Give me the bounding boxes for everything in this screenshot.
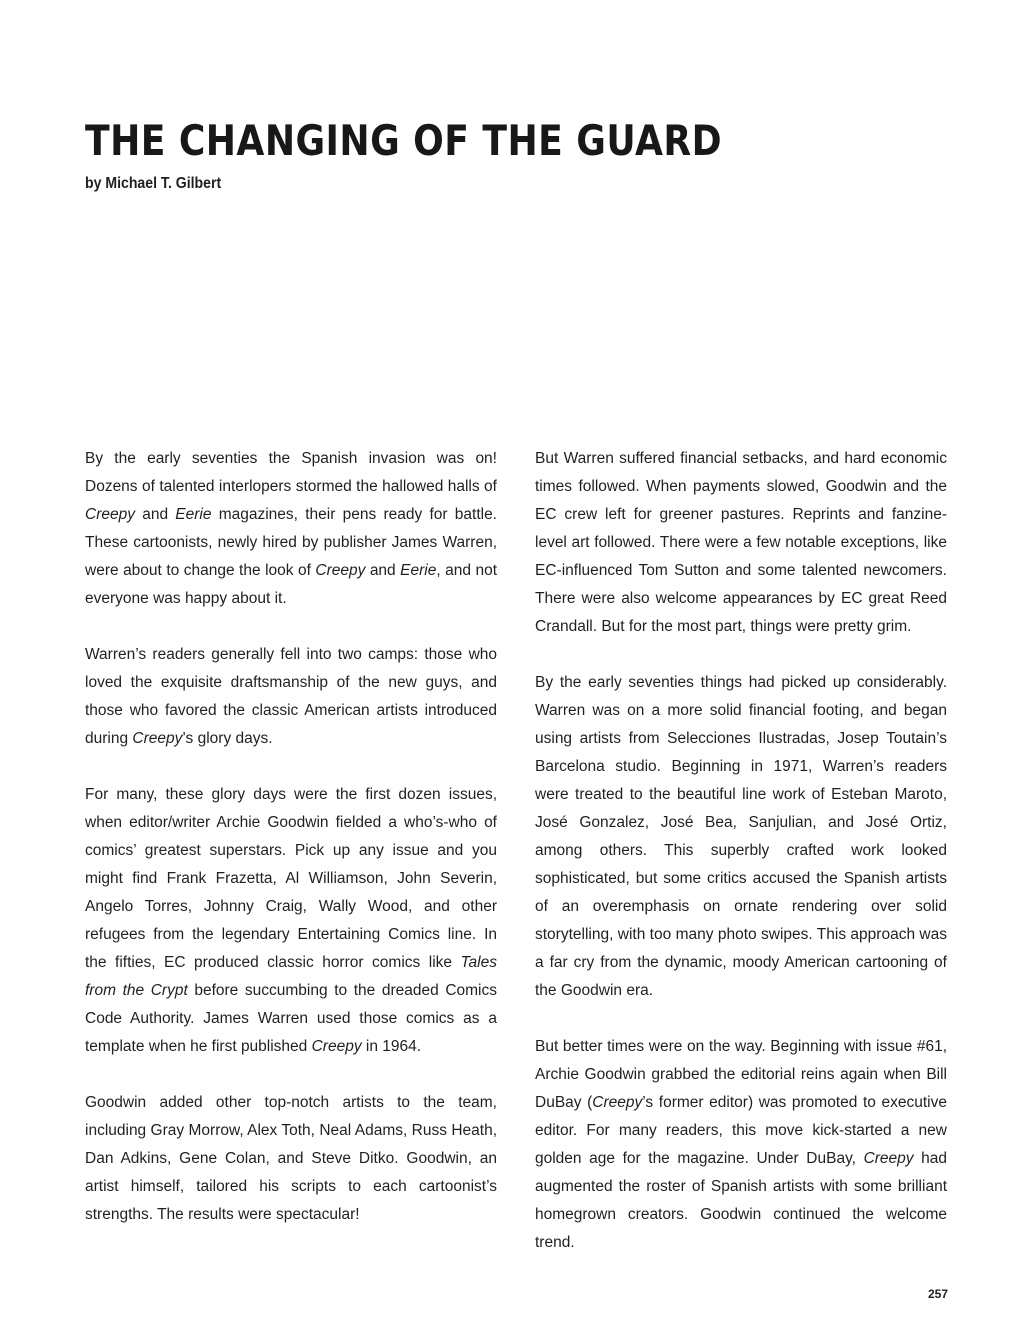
article-byline: by Michael T. Gilbert xyxy=(85,175,222,192)
page-number: 257 xyxy=(928,1287,949,1301)
paragraph-better-times: But better times were on the way. Beginning with issue #61, Archie Goodwin grabbed the editorial reins again when Bill DuBay (Creepy’s former editor) was promoted to executive editor. For many readers, this move kick-started a new golden age for the magazine. Under DuBay, Creepy had augmented the roster of Spanish artists with some brilliant homegrown creators. Goodwin continued the welcome trend. xyxy=(535,1038,947,1251)
paragraph-financial-setbacks: But Warren suffered financial setbacks, and hard economic times followed. When payments slowed, Goodwin and the EC crew left for greener pastures. Reprints and fanzine-level art followed. There were a few notable exceptions, like EC-influenced Tom Sutton and some talented newcomers. There were also welcome appearances by EC great Reed Crandall. But for the most part, things were pretty grim. xyxy=(535,450,947,635)
paragraph-glory-days: For many, these glory days were the first dozen issues, when editor/writer Archie Goodwin fielded a who’s-who of comics’ greatest superstars. Pick up any issue and you might find Frank Frazetta, Al Williamson, John Severin, Angelo Torres, Johnny Craig, Wally Wood, and other refugees from the legendary Entertaining Comics line. In the fifties, EC produced classic horror comics like Tales from the Crypt before succumbing to the dreaded Comics Code Authority. James Warren used those comics as a template when he first published Creepy in 1964. xyxy=(85,786,497,1055)
article-title: THE CHANGING OF THE GUARD xyxy=(85,116,723,165)
right-text-column xyxy=(535,445,947,1285)
paragraph-barcelona-studio: By the early seventies things had picked up considerably. Warren was on a more solid financial footing, and began using artists from Selecciones Ilustradas, Josep Toutain’s Barcelona studio. Beginning in 1971, Warren’s readers were treated to the beautiful line work of Esteban Maroto, José Gonzalez, José Bea, Sanjulian, and José Ortiz, among others. This superbly crafted work looked sophisticated, but some critics accused the Spanish artists of an overemphasis on ornate rendering over solid storytelling, with too many photo swipes. This approach was a far cry from the dynamic, moody American cartooning of the Goodwin era. xyxy=(535,674,947,999)
paragraph-spanish-invasion: By the early seventies the Spanish invasion was on! Dozens of talented interlopers stormed the hallowed halls of Creepy and Eerie magazines, their pens ready for battle. These cartoonists, newly hired by publisher James Warren, were about to change the look of Creepy and Eerie, and not everyone was happy about it. xyxy=(85,450,498,607)
left-text-column xyxy=(85,445,497,1257)
paragraph-goodwin-artists: Goodwin added other top-notch artists to the team, including Gray Morrow, Alex Toth, Neal Adams, Russ Heath, Dan Adkins, Gene Colan, and Steve Ditko. Goodwin, an artist himself, tailored his scripts to each cartoonist’s strengths. The results were spectacular! xyxy=(85,1094,497,1223)
paragraph-reader-camps: Warren’s readers generally fell into two camps: those who loved the exquisite draftsmanship of the new guys, and those who favored the classic American artists introduced during Creepy’s glory days. xyxy=(85,646,497,747)
